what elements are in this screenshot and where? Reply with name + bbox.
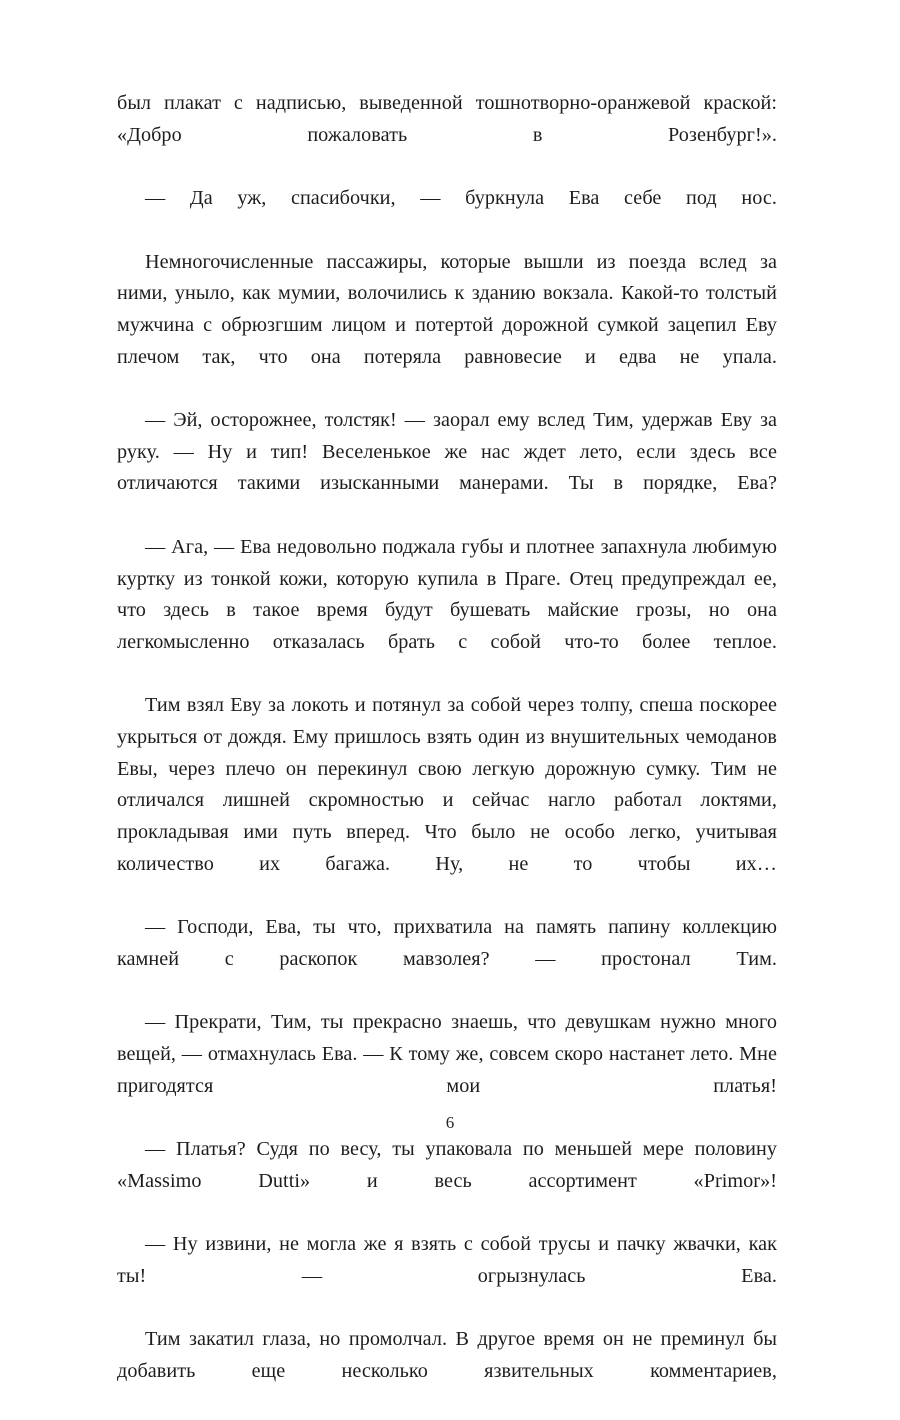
paragraph: — Да уж, спасибочки, — буркнула Ева себе под нос.: [145, 187, 777, 210]
paragraph: Немногочисленные пассажиры, которые вышли из поезда вслед за ними, уныло, как мумии, волочились к зданию вокзала. Какой-то толстый мужчина с обрюзгшим лицом и потертой дорожной сумкой зацепил Еву плечом так, что она потеряла равновесие и едва не упала.: [117, 250, 777, 368]
paragraph: — Прекрати, Тим, ты прекрасно знаешь, что девушкам нужно много вещей, — отмахнулась Ева. — К тому же, совсем скоро настанет лето. Мне пригодятся мои платья!: [117, 1011, 777, 1097]
paragraph: — Эй, осторожнее, толстяк! — заорал ему вслед Тим, удержав Еву за руку. — Ну и тип! Веселенькое же нас ждет лето, если здесь все отличаются такими изысканными манерами. Ты в порядке, Ева?: [117, 409, 777, 495]
paragraph: — Платья? Судя по весу, ты упаковала по меньшей мере половину «Massimo Dutti» и весь ассортимент «Primor»!: [117, 1138, 777, 1192]
page-text-block: [117, 88, 777, 1420]
paragraph: Тим взял Еву за локоть и потянул за собой через толпу, спеша поскорее укрыться от дождя. Ему пришлось взять один из внушительных чемоданов Евы, через плечо он перекинул свою легкую дорожную сумку. Тим не отличался лишней скромностью и сейчас нагло работал локтями, прокладывая ими путь вперед. Что было не особо легко, учитывая количество их багажа. Ну, не то чтобы их…: [117, 694, 777, 875]
page-number: 6: [445, 1113, 455, 1132]
paragraph: Тим закатил глаза, но промолчал. В другое время он не преминул бы добавить еще несколько язвительных комментариев,: [117, 1328, 777, 1383]
paragraph: был плакат с надписью, выведенной тошнотворно-оранжевой краской: «Добро пожаловать в Розенбург!».: [117, 92, 777, 146]
paragraph: — Ага, — Ева недовольно поджала губы и плотнее запахнула любимую куртку из тонкой кожи, которую купила в Праге. Отец предупреждал ее, что здесь в такое время будут бушевать майские грозы, но она легкомысленно отказалась брать с собой что-то более теплое.: [117, 535, 777, 653]
paragraph: — Ну извини, не могла же я взять с собой трусы и пачку жвачки, как ты! — огрызнулась Ева.: [117, 1233, 777, 1288]
paragraph: — Господи, Ева, ты что, прихватила на память папину коллекцию камней с раскопок мавзолея? — простонал Тим.: [117, 916, 777, 970]
